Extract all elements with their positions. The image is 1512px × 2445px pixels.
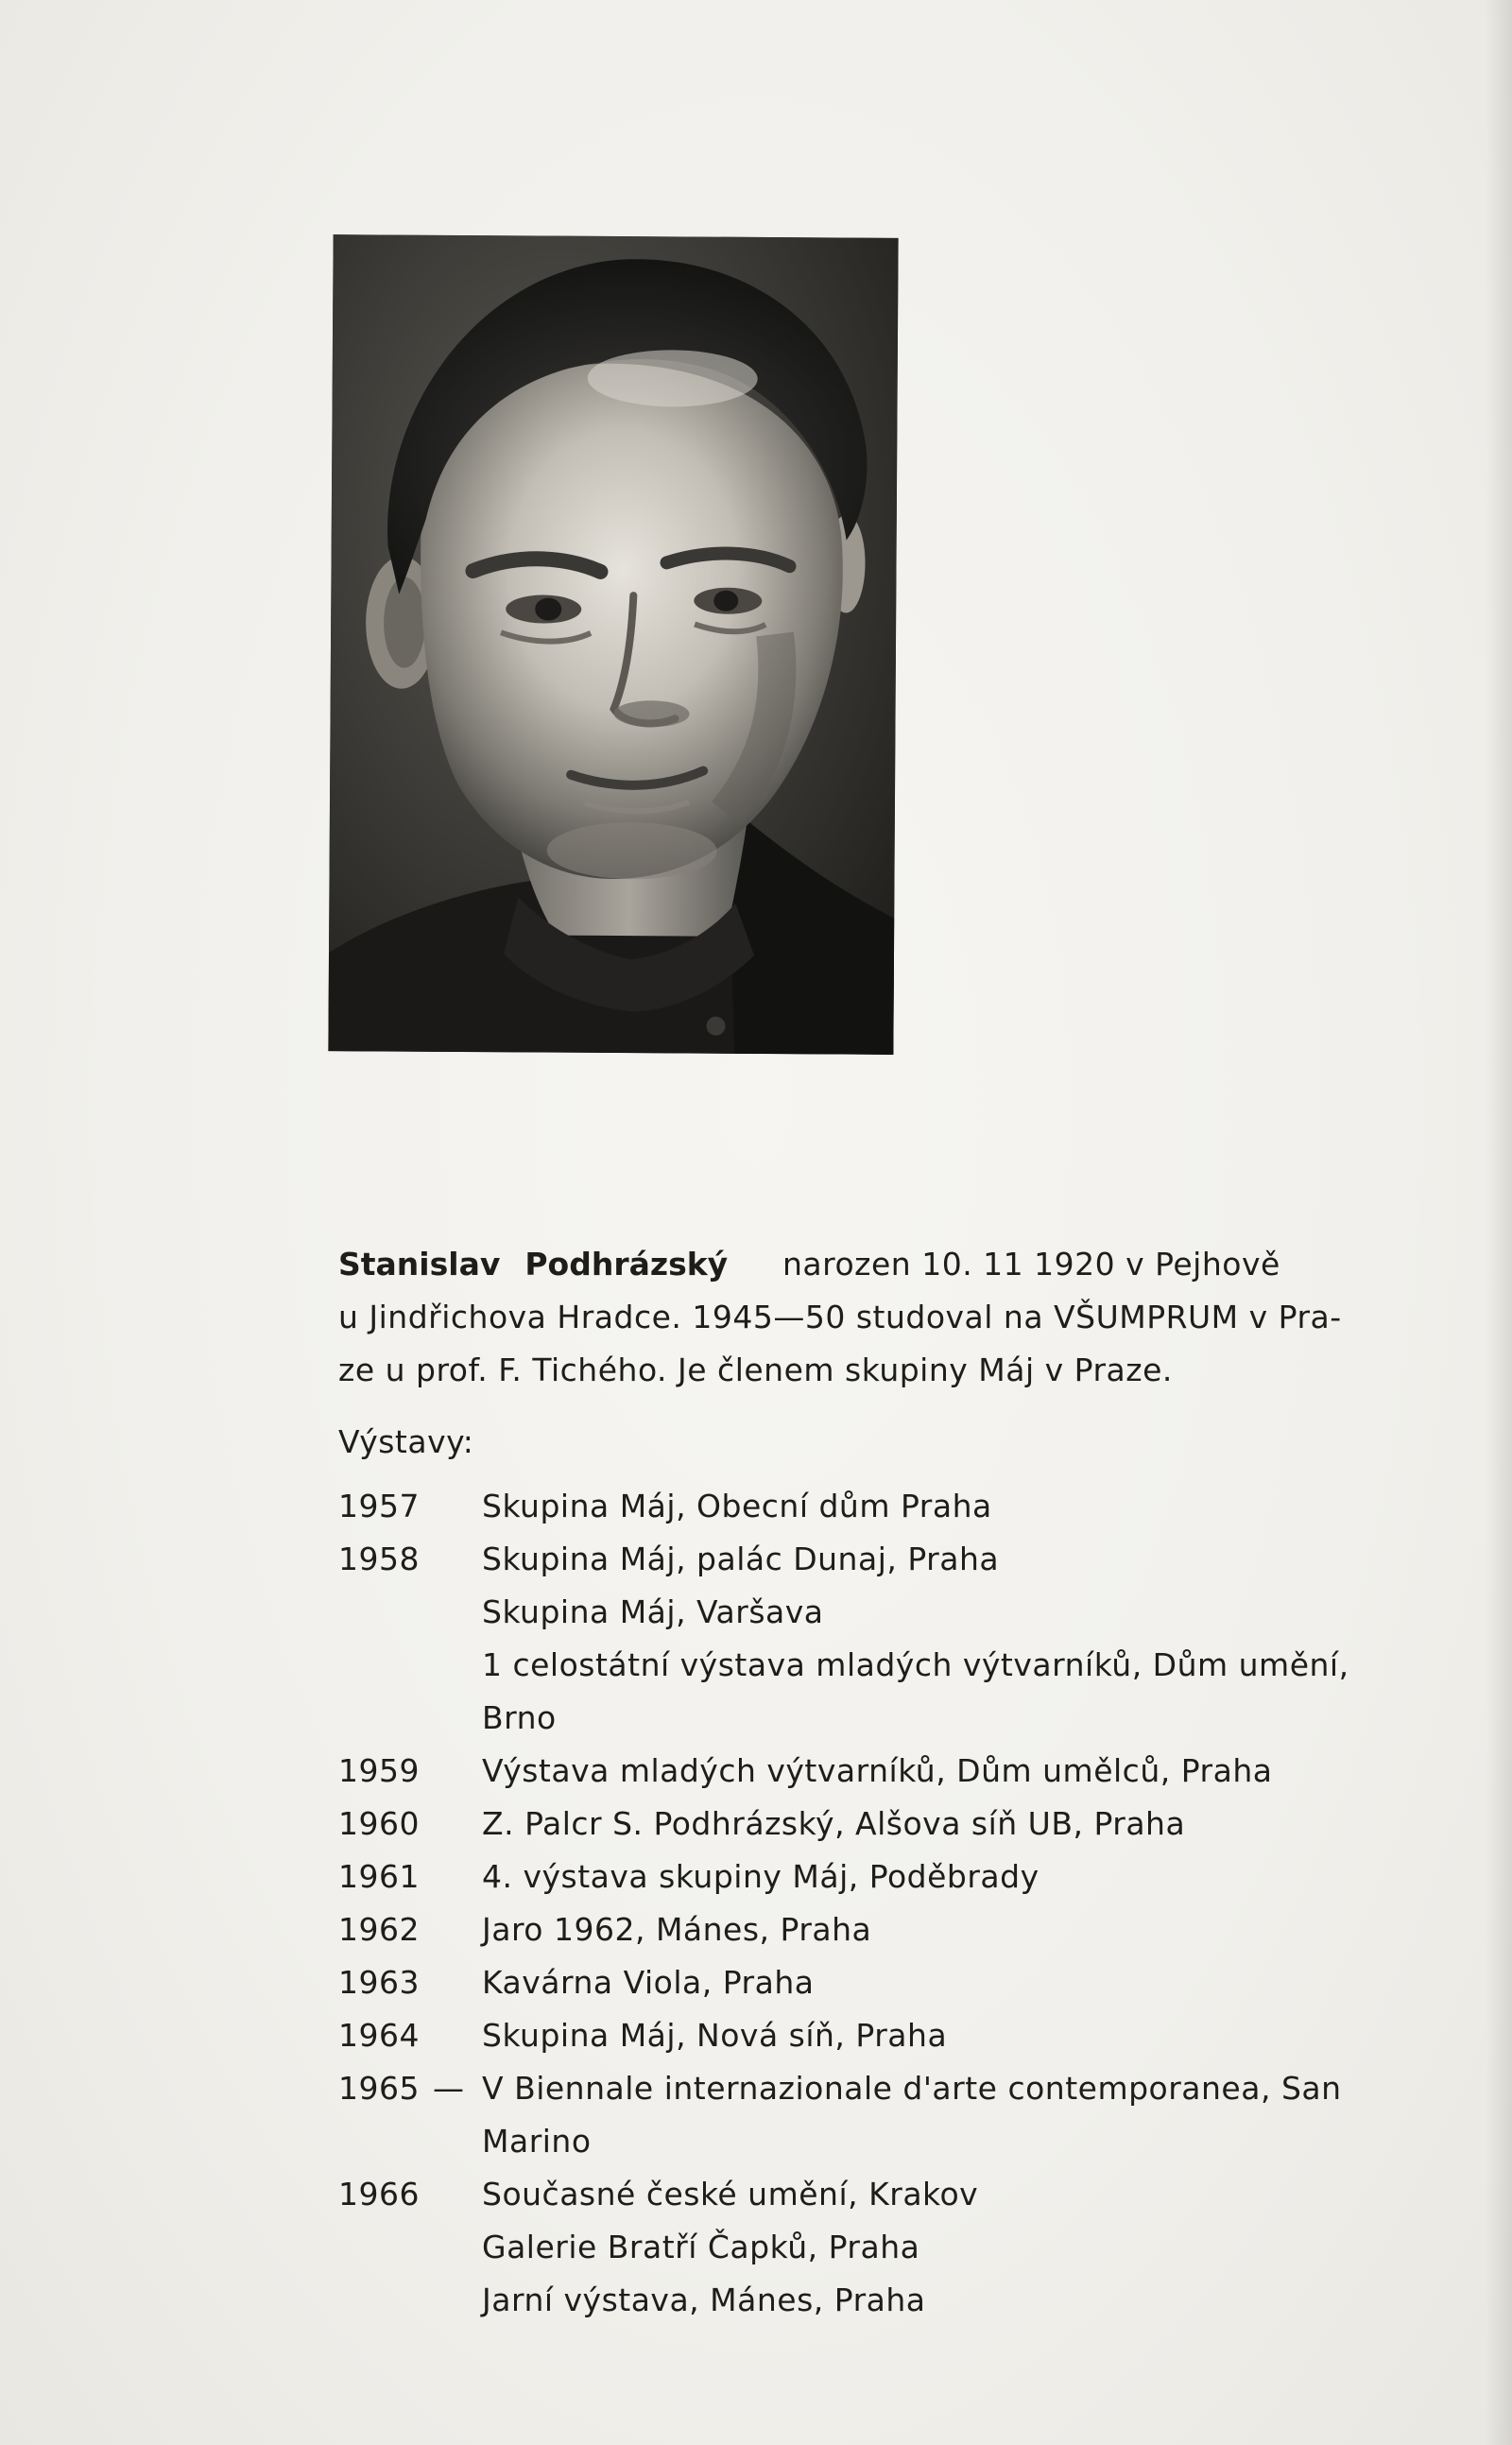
bio-first-line [338,1238,1349,1291]
exhibition-text: Skupina Máj, Obecní dům Praha [482,1488,992,1524]
exhibition-row [338,1745,1349,1798]
exhibition-row [338,2221,1349,2274]
exhibition-text: Skupina Máj, palác Dunaj, Praha [482,1541,1000,1577]
page-edge-shadow [1486,0,1512,2445]
exhibition-year: 1963 [338,1964,420,2001]
exhibition-text: Skupina Máj, Nová síň, Praha [482,2017,948,2054]
exhibition-year: 1966 [338,2176,420,2213]
exhibition-text: Z. Palcr S. Podhrázský, Alšova síň UB, Praha [482,1805,1186,1842]
bio-line-3: ze u prof. F. Tichého. Je členem skupiny Máj v Praze. [338,1352,1173,1388]
birth-info: narozen 10. 11 1920 v Pejhově [782,1246,1280,1283]
exhibition-text: V Biennale internazionale d'arte contemporanea, San [482,2070,1342,2107]
exhibition-row [338,2115,1349,2168]
exhibition-row [338,1692,1349,1745]
exhibition-year: 1964 [338,2017,420,2054]
bio-line-2: u Jindřichova Hradce. 1945—50 studoval na VŠUMPRUM v Pra- [338,1299,1342,1335]
portrait-photo [328,234,898,1055]
exhibition-row [338,1639,1349,1692]
exhibition-year: 1961 [338,1858,420,1895]
exhibition-year: 1962 [338,1911,420,1948]
exhibition-text: Galerie Bratří Čapků, Praha [482,2229,920,2265]
exhibition-text: Jaro 1962, Mánes, Praha [482,1911,872,1948]
exhibition-year: 1958 [338,1541,420,1577]
exhibition-text: Kavárna Viola, Praha [482,1964,815,2001]
exhibition-text: Brno [482,1699,557,1736]
exhibitions-list [338,1480,1349,2327]
exhibition-text: Současné české umění, Krakov [482,2176,979,2213]
exhibition-text: Skupina Máj, Varšava [482,1593,824,1630]
exhibitions-heading: Výstavy: [338,1423,474,1460]
exhibition-row [338,2168,1349,2221]
exhibition-dash: — [433,2070,465,2107]
exhibition-row [338,1798,1349,1851]
exhibition-text: Jarní výstava, Mánes, Praha [482,2281,926,2318]
exhibition-year: 1965 [338,2070,420,2107]
exhibition-text: Výstava mladých výtvarníků, Dům umělců, Praha [482,1752,1273,1789]
exhibition-row [338,1586,1349,1639]
exhibition-row [338,2062,1349,2115]
exhibition-year: 1957 [338,1488,420,1524]
exhibition-row [338,2274,1349,2327]
artist-first-name: Stanislav [338,1246,501,1283]
exhibition-text: 4. výstava skupiny Máj, Poděbrady [482,1858,1040,1895]
exhibition-row [338,2009,1349,2062]
exhibition-row [338,1851,1349,1903]
exhibition-text: Marino [482,2123,592,2160]
biography-text [338,1238,1349,2327]
exhibition-row [338,1480,1349,1533]
exhibition-year: 1959 [338,1752,420,1789]
exhibition-row [338,1533,1349,1586]
exhibition-text: 1 celostátní výstava mladých výtvarníků, Dům umění, [482,1646,1349,1683]
exhibition-row [338,1956,1349,2009]
artist-last-name: Podhrázský [524,1246,729,1283]
exhibition-row [338,1903,1349,1956]
exhibition-year: 1960 [338,1805,420,1842]
